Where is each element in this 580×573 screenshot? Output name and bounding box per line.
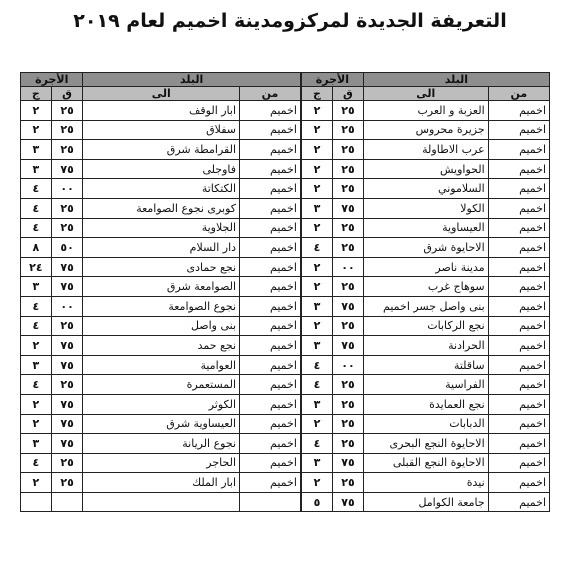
from-cell: اخميم: [240, 336, 301, 356]
pounds-cell: ٣: [21, 140, 52, 160]
from-cell: اخميم: [240, 179, 301, 199]
table-row: [21, 296, 550, 316]
to-cell: الكوثر: [83, 394, 240, 414]
pounds-cell: ٤: [21, 296, 52, 316]
to-cell: دار السلام: [83, 238, 240, 258]
from-cell: اخميم: [488, 179, 549, 199]
table-row: [21, 355, 550, 375]
to-cell: ابار الوقف: [83, 101, 240, 121]
header-ujra-left: الأجرة: [21, 73, 83, 87]
from-cell: اخميم: [488, 257, 549, 277]
piasters-cell: ٧٥: [51, 414, 83, 434]
piasters-cell: ٧٥: [333, 296, 364, 316]
to-cell: سفلاق: [83, 120, 240, 140]
pounds-cell: ٤: [21, 179, 52, 199]
piasters-cell: ٢٥: [51, 198, 83, 218]
to-cell: الاحايوة النجع البحرى: [363, 434, 488, 454]
from-cell: اخميم: [488, 394, 549, 414]
to-cell: ابار الملك: [83, 473, 240, 493]
from-cell: اخميم: [488, 434, 549, 454]
to-cell: [83, 492, 240, 512]
to-cell: الصوامعة شرق: [83, 277, 240, 297]
from-cell: اخميم: [240, 316, 301, 336]
from-cell: اخميم: [240, 101, 301, 121]
from-cell: اخميم: [240, 453, 301, 473]
piasters-cell: ٧٥: [51, 336, 83, 356]
table-row: [21, 179, 550, 199]
pounds-cell: ٣: [301, 198, 333, 218]
header-min-right: من: [488, 87, 549, 101]
to-cell: فاوجلى: [83, 159, 240, 179]
from-cell: اخميم: [240, 414, 301, 434]
to-cell: الاحايوة شرق: [363, 238, 488, 258]
piasters-cell: ٢٥: [333, 316, 364, 336]
to-cell: كوبرى نجوع الصوامعة: [83, 198, 240, 218]
header-qirsh-left: ق: [51, 87, 83, 101]
piasters-cell: ٢٥: [333, 473, 364, 493]
piasters-cell: ٧٥: [51, 355, 83, 375]
from-cell: اخميم: [488, 159, 549, 179]
piasters-cell: ٠٠: [51, 179, 83, 199]
to-cell: نجع الركابات: [363, 316, 488, 336]
pounds-cell: ٨: [21, 238, 52, 258]
to-cell: نجع حمد: [83, 336, 240, 356]
from-cell: [240, 492, 301, 512]
piasters-cell: ٢٥: [51, 473, 83, 493]
from-cell: اخميم: [240, 120, 301, 140]
from-cell: اخميم: [240, 159, 301, 179]
piasters-cell: ٢٥: [51, 375, 83, 395]
to-cell: عرب الاطاولة: [363, 140, 488, 160]
pounds-cell: ٢: [21, 101, 52, 121]
piasters-cell: ٢٥: [51, 140, 83, 160]
to-cell: القرامطة شرق: [83, 140, 240, 160]
to-cell: نجوع الريانة: [83, 434, 240, 454]
table-row: [21, 336, 550, 356]
pounds-cell: ٢: [21, 394, 52, 414]
from-cell: اخميم: [488, 473, 549, 493]
header-ujra-right: الأجرة: [301, 73, 363, 87]
table-body: [21, 101, 550, 512]
pounds-cell: ٢: [21, 414, 52, 434]
from-cell: اخميم: [240, 257, 301, 277]
piasters-cell: ٢٥: [333, 394, 364, 414]
to-cell: المستعمرة: [83, 375, 240, 395]
pounds-cell: ٢: [301, 277, 333, 297]
pounds-cell: ٤: [301, 238, 333, 258]
to-cell: العيساوية: [363, 218, 488, 238]
header-ila-right: الى: [363, 87, 488, 101]
from-cell: اخميم: [240, 434, 301, 454]
to-cell: ساقلتة: [363, 355, 488, 375]
pounds-cell: ٤: [21, 198, 52, 218]
from-cell: اخميم: [488, 277, 549, 297]
to-cell: سوهاج غرب: [363, 277, 488, 297]
from-cell: اخميم: [240, 296, 301, 316]
header-balad-left: البلد: [83, 73, 301, 87]
piasters-cell: ٢٥: [333, 101, 364, 121]
to-cell: مدينة ناصر: [363, 257, 488, 277]
from-cell: اخميم: [240, 355, 301, 375]
piasters-cell: ٢٥: [51, 101, 83, 121]
pounds-cell: ٢: [301, 257, 333, 277]
piasters-cell: ٢٥: [333, 179, 364, 199]
fare-table: [20, 72, 550, 512]
table-row: [21, 218, 550, 238]
table-row: [21, 198, 550, 218]
table-row: [21, 453, 550, 473]
from-cell: اخميم: [488, 120, 549, 140]
document-title: التعريفة الجديدة لمركزومدينة اخميم لعام ٢٠١٩: [73, 10, 507, 32]
header-junayh-right: ج: [301, 87, 333, 101]
piasters-cell: ٧٥: [51, 159, 83, 179]
from-cell: اخميم: [240, 375, 301, 395]
to-cell: الكولا: [363, 198, 488, 218]
from-cell: اخميم: [488, 355, 549, 375]
pounds-cell: ٢: [21, 336, 52, 356]
table-row: [21, 473, 550, 493]
table-row: [21, 492, 550, 512]
pounds-cell: ٢٤: [21, 257, 52, 277]
to-cell: السلاموني: [363, 179, 488, 199]
from-cell: اخميم: [488, 453, 549, 473]
table-row: [21, 394, 550, 414]
from-cell: اخميم: [488, 336, 549, 356]
piasters-cell: ٢٥: [333, 238, 364, 258]
table-row: [21, 434, 550, 454]
to-cell: الحرادنة: [363, 336, 488, 356]
table-row: [21, 101, 550, 121]
from-cell: اخميم: [240, 198, 301, 218]
from-cell: اخميم: [240, 277, 301, 297]
piasters-cell: ٢٥: [333, 120, 364, 140]
pounds-cell: ٤: [301, 375, 333, 395]
from-cell: اخميم: [240, 140, 301, 160]
pounds-cell: ٢: [301, 120, 333, 140]
pounds-cell: ٣: [301, 336, 333, 356]
pounds-cell: ٢: [301, 473, 333, 493]
from-cell: اخميم: [488, 140, 549, 160]
to-cell: بنى واصل: [83, 316, 240, 336]
to-cell: العيساوية شرق: [83, 414, 240, 434]
piasters-cell: ٠٠: [51, 296, 83, 316]
to-cell: الفراسية: [363, 375, 488, 395]
to-cell: العزبة و العرب: [363, 101, 488, 121]
table-row: [21, 120, 550, 140]
pounds-cell: ٣: [301, 453, 333, 473]
to-cell: الاحايوة النجع القبلى: [363, 453, 488, 473]
pounds-cell: ٤: [21, 218, 52, 238]
from-cell: اخميم: [240, 473, 301, 493]
piasters-cell: ٢٥: [51, 120, 83, 140]
pounds-cell: ٥: [301, 492, 333, 512]
piasters-cell: ٧٥: [51, 277, 83, 297]
piasters-cell: ٧٥: [333, 198, 364, 218]
piasters-cell: ٢٥: [333, 434, 364, 454]
pounds-cell: ٣: [301, 394, 333, 414]
pounds-cell: ٤: [21, 316, 52, 336]
to-cell: نجع حمادى: [83, 257, 240, 277]
pounds-cell: ٢: [21, 473, 52, 493]
header-min-left: من: [240, 87, 301, 101]
piasters-cell: [51, 492, 83, 512]
to-cell: نجوع الصوامعة: [83, 296, 240, 316]
from-cell: اخميم: [488, 101, 549, 121]
piasters-cell: ٢٥: [51, 453, 83, 473]
to-cell: الكتكاتة: [83, 179, 240, 199]
pounds-cell: ٤: [21, 375, 52, 395]
pounds-cell: ٢: [301, 179, 333, 199]
to-cell: الحاجر: [83, 453, 240, 473]
table-row: [21, 316, 550, 336]
piasters-cell: ٢٥: [333, 140, 364, 160]
piasters-cell: ٧٥: [333, 453, 364, 473]
from-cell: اخميم: [240, 238, 301, 258]
table-row: [21, 257, 550, 277]
pounds-cell: ٢: [301, 101, 333, 121]
table-row: [21, 375, 550, 395]
to-cell: نيدة: [363, 473, 488, 493]
from-cell: اخميم: [240, 394, 301, 414]
piasters-cell: ٧٥: [333, 492, 364, 512]
to-cell: العوامية: [83, 355, 240, 375]
piasters-cell: ٧٥: [333, 336, 364, 356]
pounds-cell: ٢: [21, 120, 52, 140]
pounds-cell: ٢: [301, 159, 333, 179]
pounds-cell: ٤: [301, 434, 333, 454]
from-cell: اخميم: [488, 218, 549, 238]
pounds-cell: ٣: [21, 434, 52, 454]
table-row: [21, 414, 550, 434]
table-row: [21, 238, 550, 258]
piasters-cell: ٠٠: [333, 257, 364, 277]
piasters-cell: ٥٠: [51, 238, 83, 258]
piasters-cell: ٧٥: [51, 257, 83, 277]
header-qirsh-right: ق: [333, 87, 364, 101]
piasters-cell: ٢٥: [51, 218, 83, 238]
table-row: [21, 277, 550, 297]
pounds-cell: ٤: [301, 355, 333, 375]
pounds-cell: ٢: [301, 414, 333, 434]
piasters-cell: ٢٥: [51, 316, 83, 336]
to-cell: الجلاوية: [83, 218, 240, 238]
from-cell: اخميم: [240, 218, 301, 238]
pounds-cell: ٤: [21, 453, 52, 473]
pounds-cell: [21, 492, 52, 512]
from-cell: اخميم: [488, 492, 549, 512]
header-ila-left: الى: [83, 87, 240, 101]
from-cell: اخميم: [488, 238, 549, 258]
to-cell: الدبابات: [363, 414, 488, 434]
piasters-cell: ٢٥: [333, 159, 364, 179]
header-balad-right: البلد: [363, 73, 549, 87]
from-cell: اخميم: [488, 296, 549, 316]
table-row: [21, 140, 550, 160]
from-cell: اخميم: [488, 414, 549, 434]
piasters-cell: ٧٥: [51, 434, 83, 454]
from-cell: اخميم: [488, 316, 549, 336]
to-cell: جامعة الكوامل: [363, 492, 488, 512]
piasters-cell: ٢٥: [333, 375, 364, 395]
piasters-cell: ٧٥: [51, 394, 83, 414]
to-cell: الحواويش: [363, 159, 488, 179]
pounds-cell: ٢: [301, 218, 333, 238]
pounds-cell: ٣: [301, 296, 333, 316]
from-cell: اخميم: [488, 375, 549, 395]
piasters-cell: ٢٥: [333, 218, 364, 238]
piasters-cell: ٢٥: [333, 277, 364, 297]
to-cell: بنى واصل جسر اخميم: [363, 296, 488, 316]
header-junayh-left: ج: [21, 87, 52, 101]
from-cell: اخميم: [488, 198, 549, 218]
to-cell: نجع العمايدة: [363, 394, 488, 414]
pounds-cell: ٢: [301, 140, 333, 160]
table-row: [21, 159, 550, 179]
pounds-cell: ٣: [21, 159, 52, 179]
piasters-cell: ٢٥: [333, 414, 364, 434]
piasters-cell: ٠٠: [333, 355, 364, 375]
pounds-cell: ٣: [21, 277, 52, 297]
pounds-cell: ٣: [21, 355, 52, 375]
pounds-cell: ٢: [301, 316, 333, 336]
to-cell: جزيرة محروس: [363, 120, 488, 140]
